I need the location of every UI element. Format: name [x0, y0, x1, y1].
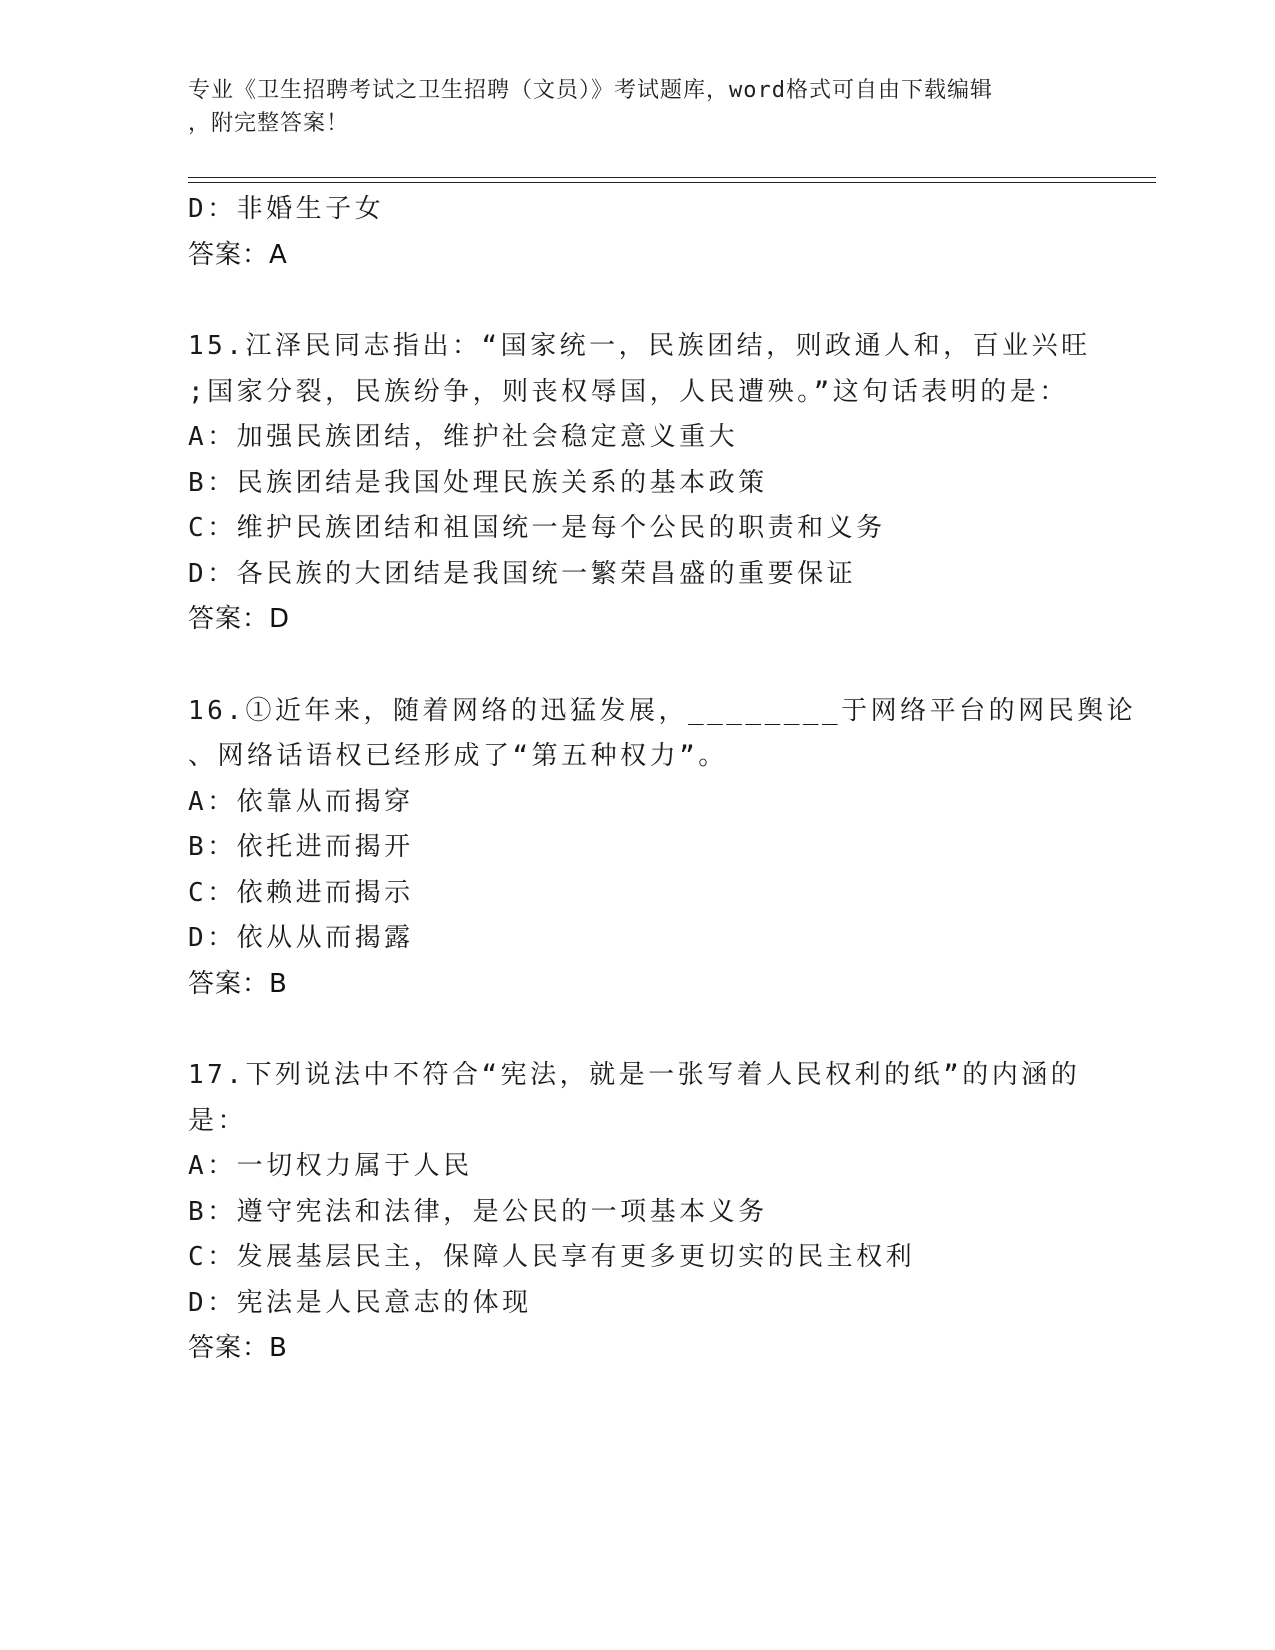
question-15 — [188, 324, 1091, 643]
answer-value: B — [269, 1333, 287, 1363]
header-line-1: 专业《卫生招聘考试之卫生招聘（文员）》考试题库，word格式可自由下载编辑 — [188, 78, 993, 103]
option-a: A：依靠从而揭穿 — [188, 786, 414, 817]
option-b: B：民族团结是我国处理民族关系的基本政策 — [188, 467, 768, 498]
option-b: B：遵守宪法和法律，是公民的一项基本义务 — [188, 1196, 768, 1227]
option-d: D：依从从而揭露 — [188, 923, 414, 953]
answer-label: 答案： — [188, 604, 270, 634]
answer — [188, 597, 1088, 643]
answer-value: D — [269, 604, 290, 634]
header-divider-bottom — [188, 182, 1156, 183]
option-a: A：一切权力属于人民 — [188, 1151, 473, 1181]
option-d: D：各民族的大团结是我国统一繁荣昌盛的重要保证 — [188, 558, 857, 589]
answer-value: A — [269, 239, 287, 270]
answer — [188, 1326, 1088, 1372]
question-stem-line: 、网络话语权已经形成了“第五种权力”。 — [188, 741, 728, 771]
document-header — [188, 74, 1068, 140]
question-stem-line: 17.下列说法中不符合“宪法，就是一张写着人民权利的纸”的内涵的 — [188, 1060, 1081, 1090]
question-stem-line: ;国家分裂，民族纷争，则丧权辱国，人民遭殃。”这句话表明的是： — [188, 376, 1069, 407]
question-17 — [188, 1053, 1088, 1372]
option-c: C：维护民族团结和祖国统一是每个公民的职责和义务 — [188, 513, 886, 543]
option-d: D：宪法是人民意志的体现 — [188, 1287, 532, 1318]
answer — [188, 962, 1088, 1008]
answer-label: 答案： — [188, 1333, 270, 1363]
question-14-tail — [188, 187, 1088, 278]
option-a: A：加强民族团结，维护社会稳定意义重大 — [188, 422, 739, 452]
header-line-2: ，附完整答案！ — [188, 111, 350, 136]
option-b: B：依托进而揭开 — [188, 832, 414, 862]
question-list — [188, 187, 1137, 1372]
option-d: D：非婚生子女 — [188, 194, 385, 224]
answer-label: 答案： — [188, 239, 270, 270]
header-divider-top — [188, 177, 1156, 178]
spacer — [188, 278, 1088, 324]
option-c: C：发展基层民主，保障人民享有更多更切实的民主权利 — [188, 1242, 916, 1272]
option-c: C：依赖进而揭示 — [188, 877, 414, 908]
answer-label: 答案： — [188, 968, 270, 999]
answer-value: B — [269, 968, 287, 999]
question-stem-line: 是： — [188, 1105, 248, 1136]
spacer — [188, 643, 1088, 689]
question-stem-line: 16.①近年来，随着网络的迅猛发展，________于网络平台的网民舆论 — [188, 695, 1137, 726]
question-16 — [188, 689, 1137, 1008]
answer — [188, 233, 1088, 279]
spacer — [188, 1007, 1088, 1053]
question-stem-line: 15.江泽民同志指出：“国家统一，民族团结，则政通人和，百业兴旺 — [188, 331, 1091, 361]
